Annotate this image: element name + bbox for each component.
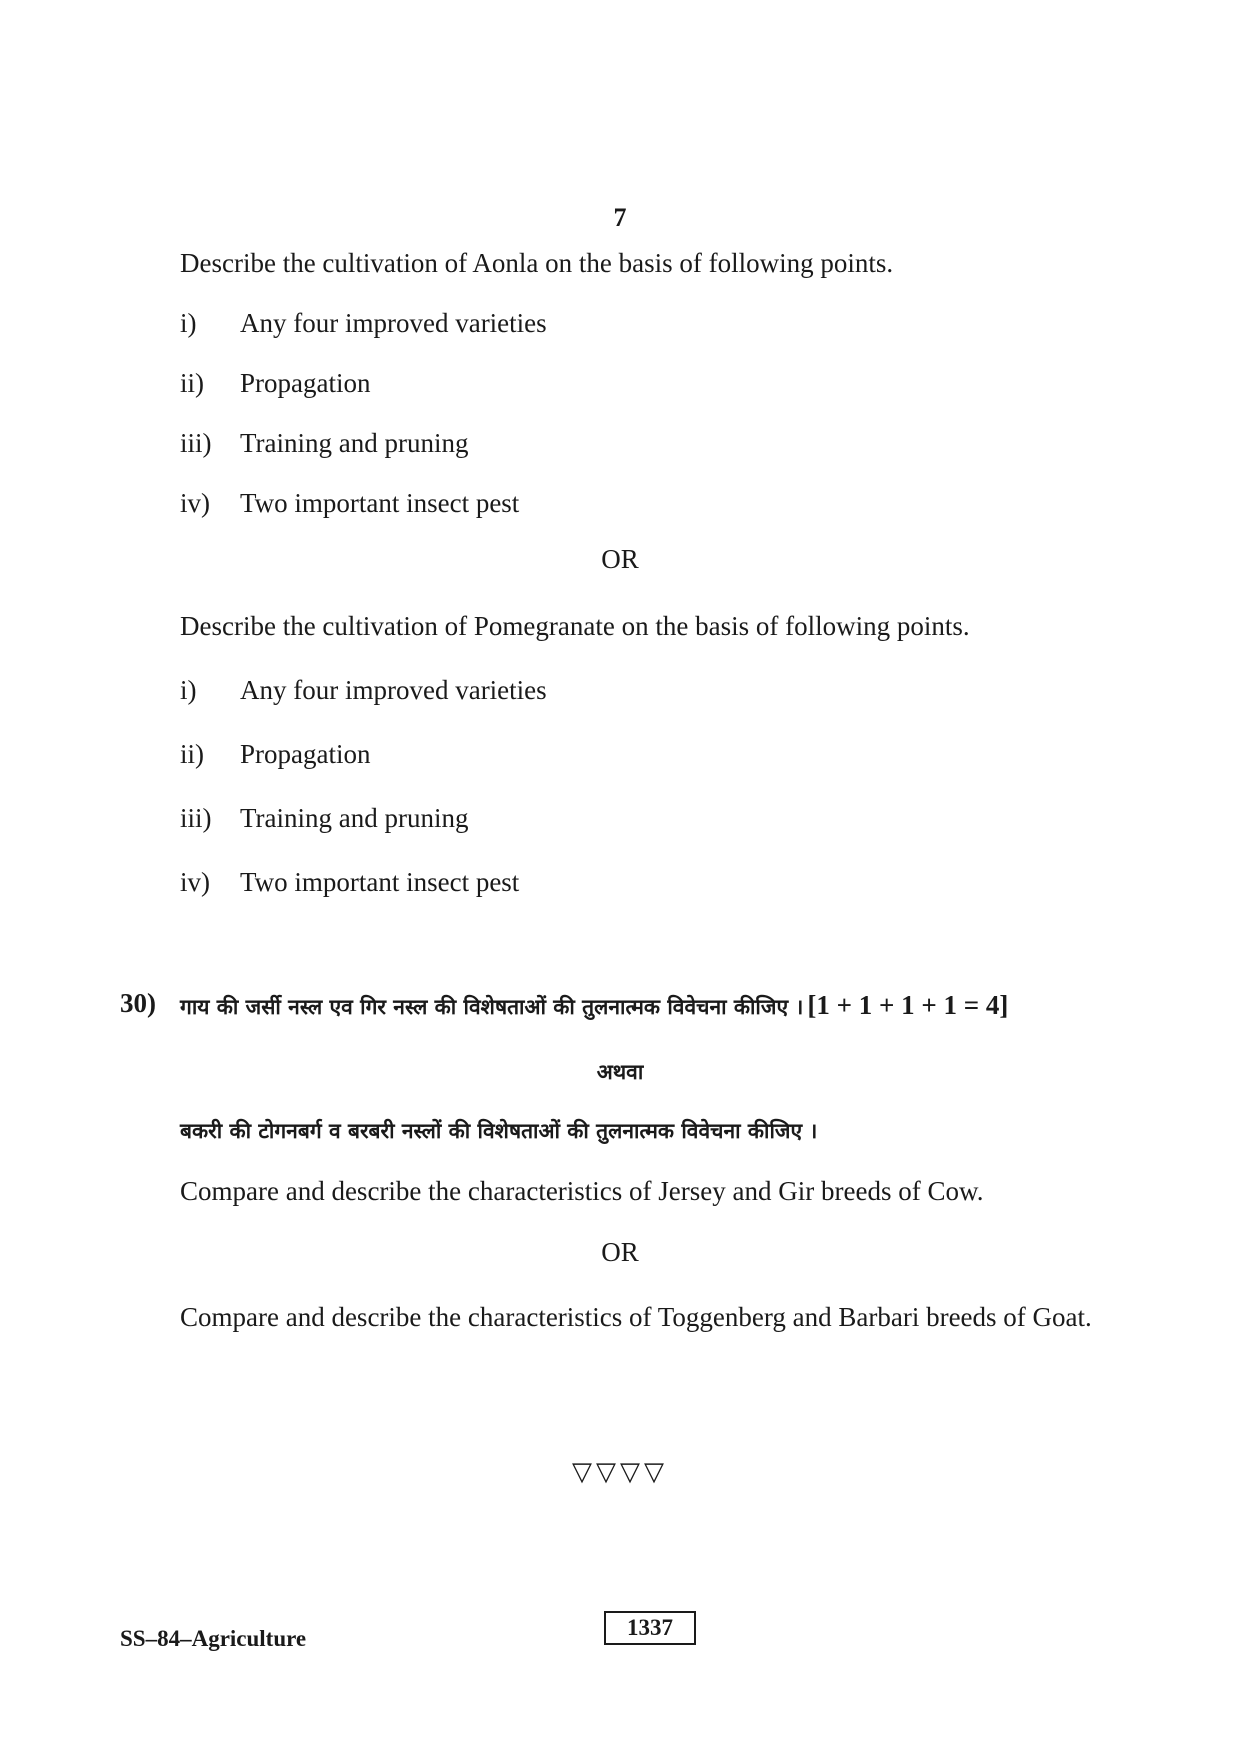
point-number: ii) [180,368,204,398]
point-number: iii) [180,803,212,833]
point-number: ii) [180,739,204,769]
aonla-point-1 [180,304,547,342]
paper-code: SS–84–Agriculture [120,1626,307,1651]
pomegranate-question-intro: Describe the cultivation of Pomegranate on the basis of following points. [180,611,970,641]
hindi-question: गाय की जर्सी नस्ल एव गिर नस्ल की विशेषताओं की तुलनात्मक विवेचना कीजिए । [180,995,804,1019]
pomegranate-point-1 [180,671,547,709]
pomegranate-point-3 [180,799,469,837]
point-number: iii) [180,428,212,458]
hindi-alternative-question: बकरी की टोगनबर्ग व बरबरी नस्लों की विशेषताओं की तुलनात्मक विवेचना कीजिए । [180,1119,818,1143]
question-number: 30) [120,988,156,1018]
aonla-point-4 [180,484,519,522]
point-text: Any four improved varieties [240,675,547,705]
page-code-box: 1337 [604,1611,696,1645]
aonla-question-intro: Describe the cultivation of Aonla on the basis of following points. [180,248,894,278]
aonla-point-2 [180,364,370,402]
page-number: 7 [613,203,627,232]
point-number: iv) [180,488,210,518]
english-alternative-question: Compare and describe the characteristics of Toggenberg and Barbari breeds of Goat. [180,1302,1092,1332]
pomegranate-point-4 [180,863,519,901]
point-text: Training and pruning [240,428,469,458]
point-text: Training and pruning [240,803,469,833]
point-number: i) [180,675,197,705]
pomegranate-point-2 [180,735,370,773]
or-separator: OR [601,1237,639,1267]
english-question: Compare and describe the characteristics of Jersey and Gir breeds of Cow. [180,1176,984,1206]
point-text: Two important insect pest [240,867,520,897]
or-separator: OR [601,544,639,574]
question-30-line [180,990,1008,1021]
point-number: iv) [180,867,210,897]
marks-allocation: [1 + 1 + 1 + 1 = 4] [807,990,1009,1020]
end-of-paper-marker: ▽▽▽▽ [572,1457,668,1487]
point-text: Propagation [240,739,371,769]
aonla-point-3 [180,424,469,462]
point-text: Two important insect pest [240,488,520,518]
point-text: Any four improved varieties [240,308,547,338]
point-text: Propagation [240,368,371,398]
point-number: i) [180,308,197,338]
hindi-or-separator: अथवा [596,1060,644,1084]
